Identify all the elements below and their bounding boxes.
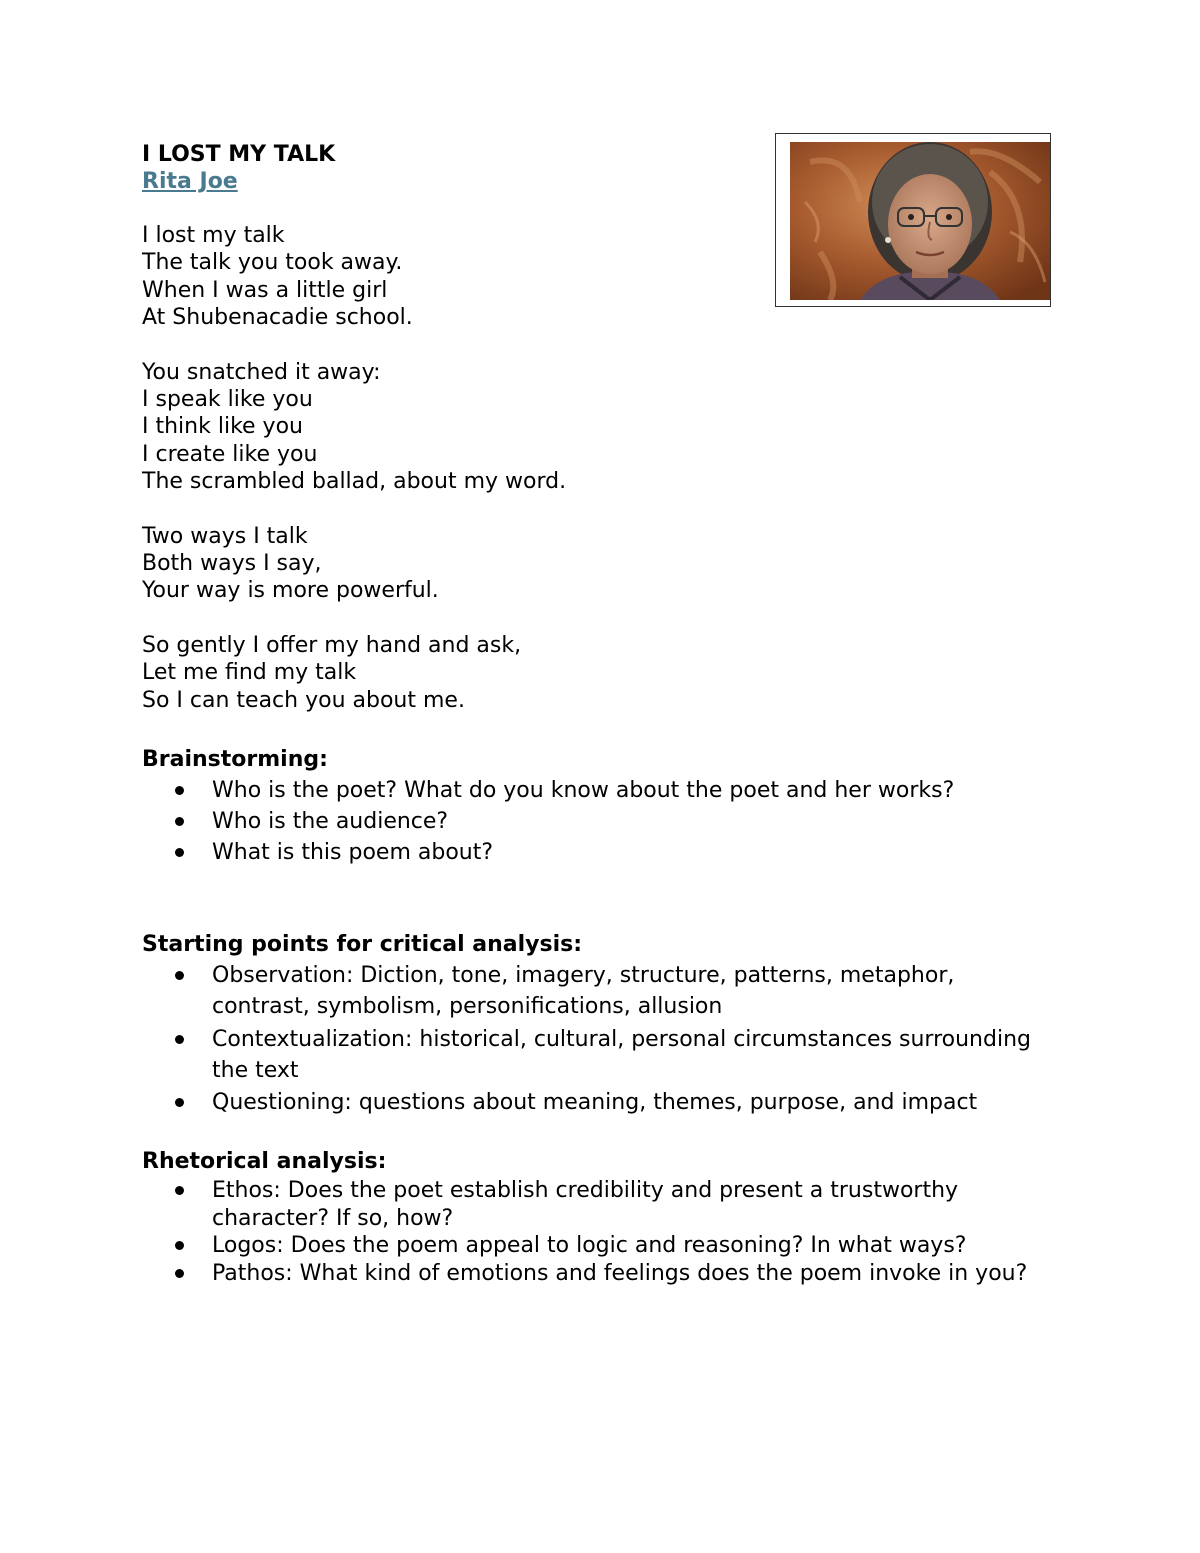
poem-line: When I was a little girl [142, 277, 388, 303]
poem-author-link[interactable]: Rita Joe [142, 169, 238, 194]
poem-line: Your way is more powerful. [142, 578, 439, 604]
poem-line: The talk you took away. [142, 250, 403, 276]
bullet-icon [175, 1098, 184, 1107]
rhetorical-analysis-heading: Rhetorical analysis: [142, 1149, 387, 1175]
poem-stanza-2 [142, 359, 1042, 496]
list-item-text: Contextualization: historical, cultural, personal circumstances surrounding the text [212, 1026, 1031, 1083]
list-item [142, 806, 1042, 837]
poem-line: I speak like you [142, 387, 313, 413]
list-item [142, 1024, 1042, 1086]
poem-stanza-1 [142, 222, 1042, 332]
list-item-text: Ethos: Does the poet establish credibility and present a trustworthy character? If so, how? [212, 1178, 959, 1231]
bullet-icon [175, 1269, 184, 1278]
critical-analysis-section [142, 930, 1042, 1118]
list-item-text: Observation: Diction, tone, imagery, structure, patterns, metaphor, contrast, symbolism, personifications, allusion [212, 963, 955, 1020]
list-item [142, 1087, 1042, 1118]
list-item-text: Pathos: What kind of emotions and feelings does the poem invoke in you? [212, 1260, 1028, 1286]
list-item [142, 960, 1042, 1022]
poem-line: Let me find my talk [142, 660, 357, 686]
bullet-icon [175, 971, 184, 980]
critical-analysis-heading: Starting points for critical analysis: [142, 932, 583, 958]
bullet-icon [175, 848, 184, 857]
poem-line: So gently I offer my hand and ask, [142, 632, 522, 658]
critical-analysis-list [142, 960, 1042, 1118]
poem-line: I lost my talk [142, 223, 285, 248]
list-item-text: Who is the poet? What do you know about the poet and her works? [212, 778, 955, 804]
poem-line: I create like you [142, 441, 318, 467]
rhetorical-analysis-list [142, 1177, 1042, 1287]
list-item-text: Questioning: questions about meaning, themes, purpose, and impact [212, 1090, 978, 1116]
list-item-text: What is this poem about? [212, 840, 494, 866]
bullet-icon [175, 1186, 184, 1195]
list-item [142, 1232, 1042, 1260]
poem-stanza-3 [142, 523, 1042, 605]
poem-title: I LOST MY TALK [142, 142, 336, 167]
bullet-icon [175, 1241, 184, 1250]
brainstorming-list [142, 775, 1042, 868]
poem-line: So I can teach you about me. [142, 687, 465, 713]
poem-line: Both ways I say, [142, 551, 322, 577]
poem-line: The scrambled ballad, about my word. [142, 469, 567, 495]
list-item-text: Who is the audience? [212, 809, 449, 835]
list-item [142, 837, 1042, 868]
list-item-text: Logos: Does the poem appeal to logic and reasoning? In what ways? [212, 1233, 967, 1259]
poem-line: Two ways I talk [142, 523, 308, 549]
main-content [142, 141, 1042, 1287]
poem-line: I think like you [142, 414, 303, 440]
poem-line: At Shubenacadie school. [142, 305, 413, 331]
brainstorming-section [142, 745, 1042, 868]
bullet-icon [175, 817, 184, 826]
list-item [142, 1177, 1042, 1232]
bullet-icon [175, 1035, 184, 1044]
list-item [142, 775, 1042, 806]
poem-stanza-4 [142, 632, 1042, 714]
poem-line: You snatched it away: [142, 359, 381, 385]
brainstorming-heading: Brainstorming: [142, 747, 328, 773]
rhetorical-analysis-section [142, 1147, 1042, 1287]
list-item [142, 1260, 1042, 1288]
bullet-icon [175, 786, 184, 795]
